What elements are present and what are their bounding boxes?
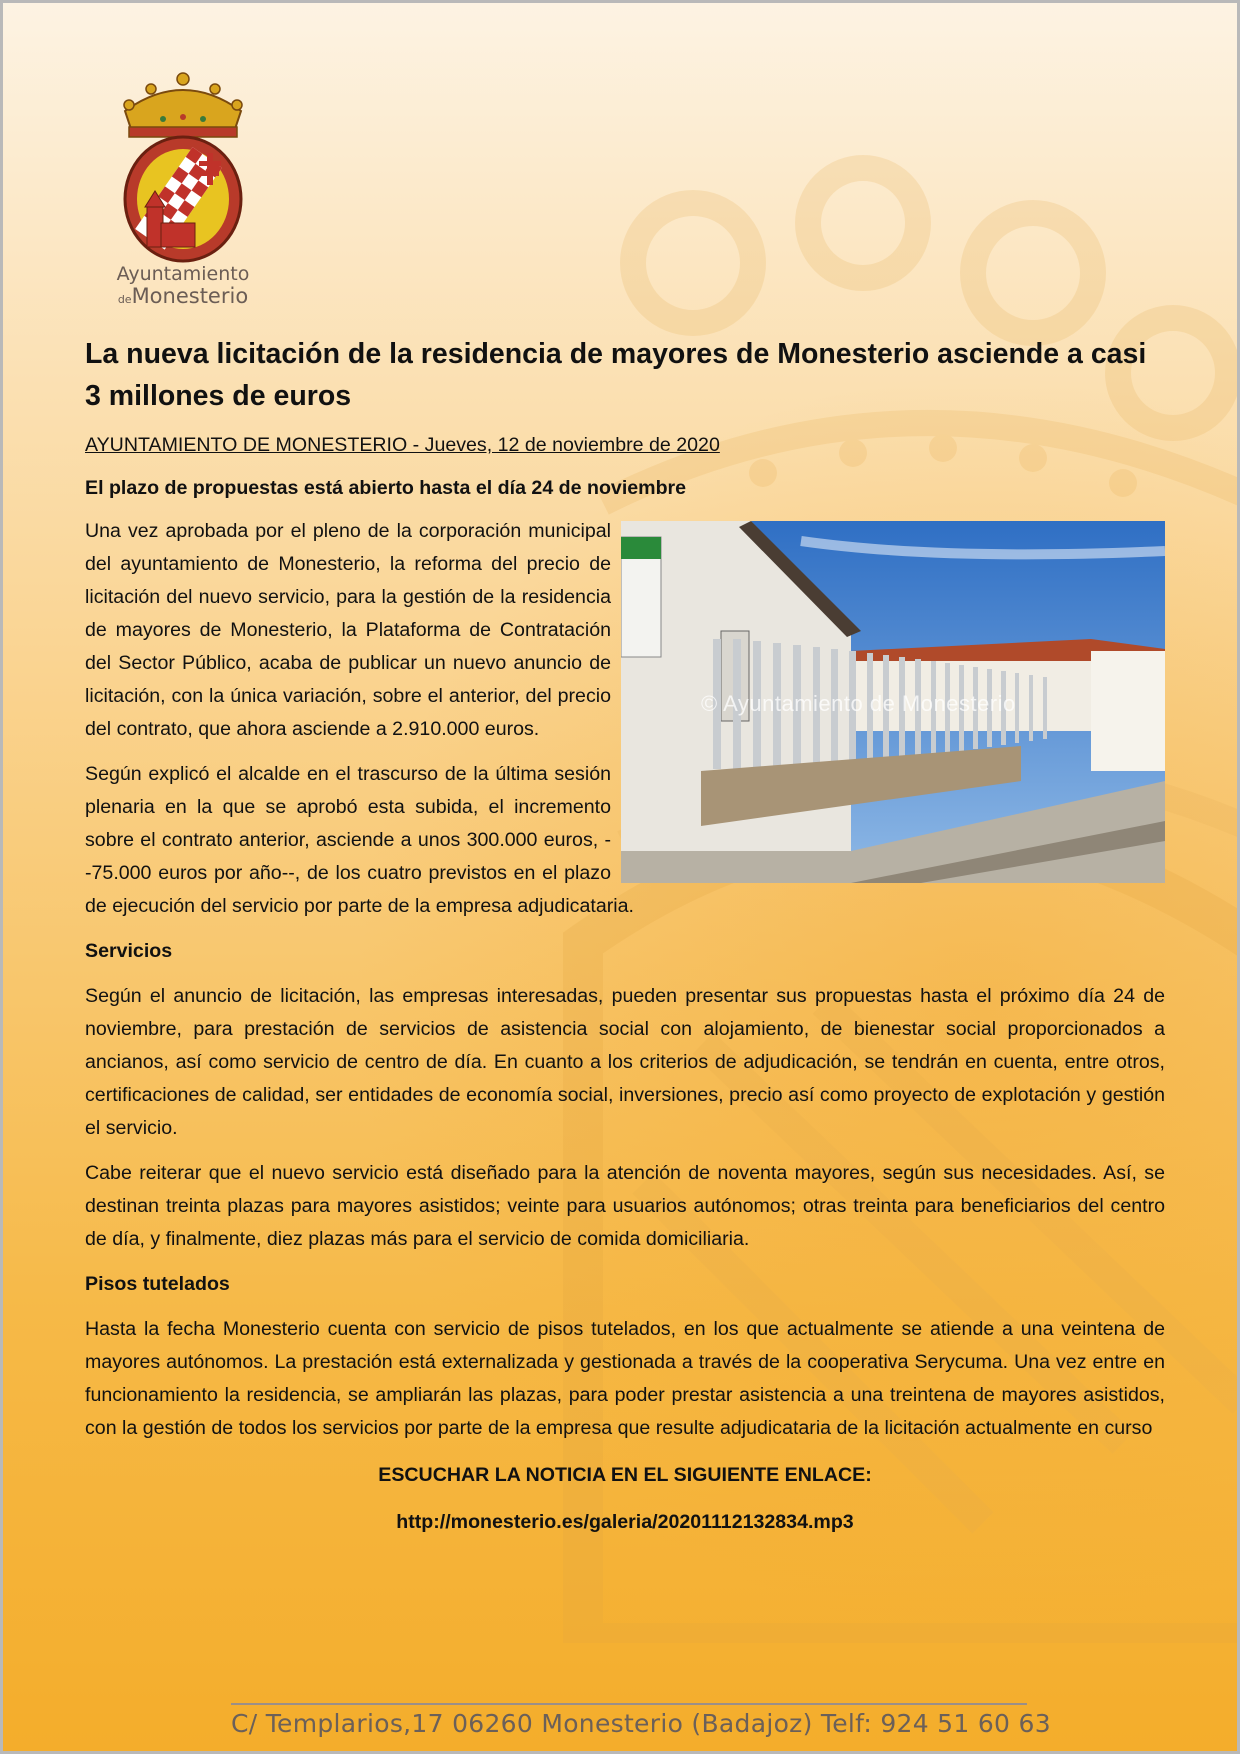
paragraph-pisos-1: Hasta la fecha Monesterio cuenta con servicio de pisos tutelados, en los que actualmente se atiende a una veintena de mayores autónomos. La prestación está externalizada y gestionada a través de la cooperativa Serycuma. Una vez entre en funcionamiento la residencia, se ampliarán las plazas, para poder prestar asistencia a una treintena de mayores asistidos, con la gestión de todos los servicios por parte de la empresa que resulte adjudicataria de la licitación actualmente en curso: [85, 1318, 1165, 1439]
photo-watermark: © Ayuntamiento de Monesterio: [701, 691, 1016, 716]
logo-line-2-prefix: de: [117, 292, 132, 306]
paragraph-servicios-1: Según el anuncio de licitación, las empresas interesadas, pueden presentar sus propuestas hasta el próximo día 24 de noviembre, para prestación de servicios de asistencia social con alojamiento, de bienestar social proporcionados a ancianos, así como servicio de centro de día. En cuanto a los criterios de adjudicación, se tendrán en cuenta, entre otros, certificaciones de calidad, ser entidades de economía social, inversiones, precio así como proyecto de explotación y gestión el servicio.: [85, 985, 1165, 1139]
article-body: [85, 333, 1165, 1553]
logo-line-2-name: Monesterio: [131, 283, 249, 308]
article-subtitle: El plazo de propuestas está abierto hasta el día 24 de noviembre: [85, 477, 687, 499]
logo-line-2: [103, 285, 263, 307]
paragraph-servicios-2: Cabe reiterar que el nuevo servicio está diseñado para la atención de noventa mayores, según sus necesidades. Así, se destinan treinta plazas para mayores asistidos; veinte para usuarios autónomos; otras treinta para beneficiarios del centro de día, y finalmente, diez plazas más para el servicio de comida domiciliaria.: [85, 1162, 1165, 1250]
logo-caption: [103, 265, 263, 307]
listen-label: ESCUCHAR LA NOTICIA EN EL SIGUIENTE ENLACE:: [378, 1464, 872, 1486]
article-title: La nueva licitación de la residencia de mayores de Monesterio asciende a casi 3 millones de euros: [85, 338, 1147, 412]
logo-line-1: Ayuntamiento: [116, 263, 250, 285]
paragraph-intro-1: Una vez aprobada por el pleno de la corporación municipal del ayuntamiento de Monesterio, la reforma del precio de licitación del nuevo servicio, para la gestión de la residencia de mayores de Monesterio, la Plataforma de Contratación del Sector Público, acaba de publicar un nuevo anuncio de licitación, con la única variación, sobre el anterior, del precio del contrato, que ahora asciende a 2.910.000 euros.: [85, 520, 611, 740]
article-byline: AYUNTAMIENTO DE MONESTERIO - Jueves, 12 de noviembre de 2020: [85, 434, 720, 456]
audio-link[interactable]: http://monesterio.es/galeria/20201112132834.mp3: [396, 1511, 854, 1533]
footer-address: C/ Templarios,17 06260 Monesterio (Badajoz) Telf: 924 51 60 63: [231, 1709, 1051, 1738]
residence-photo: [621, 521, 1165, 883]
footer-divider: [231, 1703, 1027, 1705]
section-title-servicios: Servicios: [85, 940, 173, 962]
section-title-pisos: Pisos tutelados: [85, 1273, 230, 1295]
paragraph-intro-2: Según explicó el alcalde en el trascurso de la última sesión plenaria en la que se aprobó esta subida, el incremento sobre el contrato anterior, asciende a unos 300.000 euros, --75.000 euros por año--, de los cuatro previstos en el plazo de ejecución del servicio por parte de la empresa adjudicataria.: [85, 763, 634, 917]
